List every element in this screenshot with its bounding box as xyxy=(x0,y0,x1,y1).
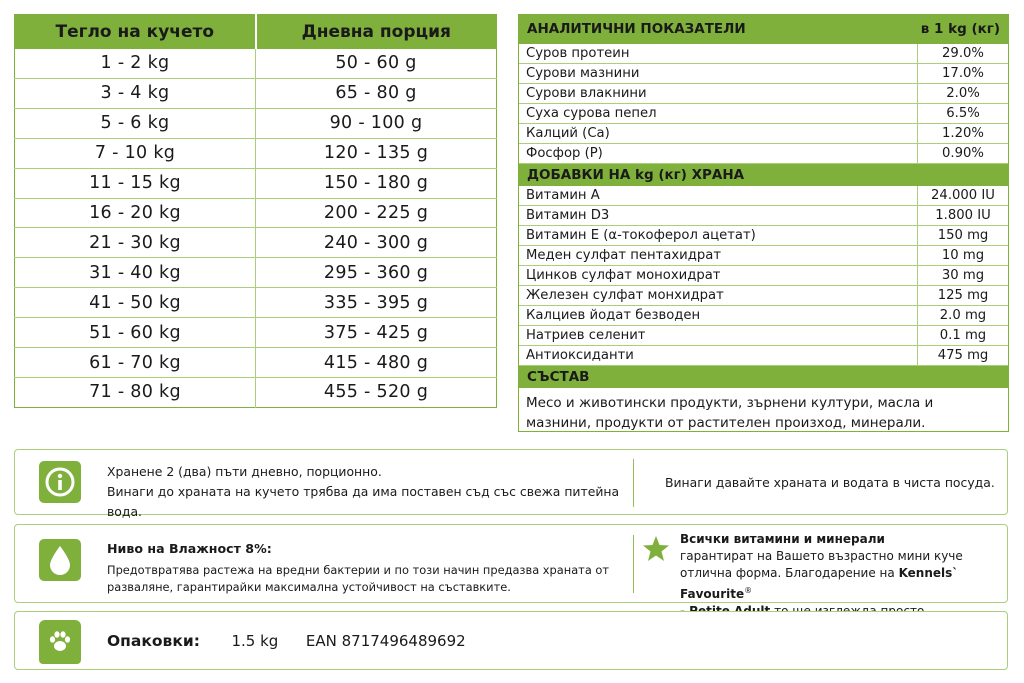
daily-portion-cell: 65 - 80 g xyxy=(256,78,497,108)
registered-mark: ® xyxy=(744,586,753,595)
additive-row xyxy=(519,266,1008,286)
analytics-rows xyxy=(519,44,1008,164)
moisture-text: Предотвратява растежа на вредни бактерии и по този начин предазва храната от разваляне, гарантирайки максимална устойчивост на съставките. xyxy=(107,563,610,594)
additives-header xyxy=(519,164,1008,186)
dog-weight-cell: 11 - 15 kg xyxy=(15,168,256,198)
feeding-row xyxy=(15,228,497,258)
additive-row-name: Железен сулфат монхидрат xyxy=(519,286,918,305)
additive-row-name: Витамин A xyxy=(519,186,918,205)
ean-code: EAN 8717496489692 xyxy=(305,632,466,650)
dog-weight-cell: 71 - 80 kg xyxy=(15,377,256,407)
feeding-info-box xyxy=(14,449,1008,519)
analytic-row-value: 29.0% xyxy=(942,46,984,61)
dog-weight-cell: 51 - 60 kg xyxy=(15,318,256,348)
feeding-line-1: Хранене 2 (два) пъти дневно, порционно. xyxy=(107,464,382,479)
additive-row xyxy=(519,246,1008,266)
packaging-box xyxy=(14,611,1008,670)
vitamins-line-2 xyxy=(680,565,1000,603)
additive-row-value: 2.0 mg xyxy=(939,308,987,323)
info-icon xyxy=(39,461,81,503)
additive-row-name: Витамин D3 xyxy=(519,206,918,225)
packaging-label: Опаковки: xyxy=(107,632,200,650)
vitamins-line-1: гарантират на Вашето възрастно мини куче xyxy=(680,549,963,563)
feeding-row xyxy=(15,258,497,288)
analytic-row-value: 0.90% xyxy=(942,146,984,161)
packaging-size: 1.5 kg xyxy=(231,632,279,650)
daily-portion-cell: 200 - 225 g xyxy=(256,198,497,228)
additive-row-value: 0.1 mg xyxy=(939,328,987,343)
dog-food-bag-icon xyxy=(39,620,81,664)
dog-weight-cell: 5 - 6 kg xyxy=(15,108,256,138)
additive-row-value: 475 mg xyxy=(937,348,989,363)
divider xyxy=(633,459,634,507)
additive-row-value: 24.000 IU xyxy=(931,188,995,203)
daily-portion-cell: 50 - 60 g xyxy=(256,49,497,79)
daily-portion-cell: 90 - 100 g xyxy=(256,108,497,138)
feeding-row xyxy=(15,108,497,138)
dog-weight-cell: 61 - 70 kg xyxy=(15,348,256,378)
dog-weight-cell: 3 - 4 kg xyxy=(15,78,256,108)
header-weight: Тегло на кучето xyxy=(15,15,256,49)
analytic-row-value: 6.5% xyxy=(946,106,980,121)
analytic-row-name: Сурови влакнини xyxy=(519,84,918,103)
water-drop-icon xyxy=(39,539,81,581)
daily-portion-cell: 120 - 135 g xyxy=(256,138,497,168)
feeding-body xyxy=(15,49,497,408)
daily-portion-cell: 240 - 300 g xyxy=(256,228,497,258)
analytic-row xyxy=(519,64,1008,84)
vitamins-title: Всички витамини и минерали xyxy=(680,532,885,546)
additive-row-name: Витамин E (α-токоферол ацетат) xyxy=(519,226,918,245)
analytics-table xyxy=(518,14,1009,432)
daily-portion-cell: 375 - 425 g xyxy=(256,318,497,348)
feeding-row xyxy=(15,138,497,168)
additive-row-value: 150 mg xyxy=(937,228,989,243)
dog-weight-cell: 16 - 20 kg xyxy=(15,198,256,228)
clean-dish-note: Винаги давайте храната и водата в чиста посуда. xyxy=(665,475,995,490)
composition-text: Месо и животински продукти, зърнени култури, масла и мазнини, продукти от растителен произход, минерали. xyxy=(526,395,934,431)
analytic-row-value: 2.0% xyxy=(946,86,980,101)
feeding-row xyxy=(15,49,497,79)
feeding-header-row xyxy=(15,15,497,49)
header-portion: Дневна порция xyxy=(256,15,497,49)
dog-weight-cell: 21 - 30 kg xyxy=(15,228,256,258)
additive-row xyxy=(519,186,1008,206)
additive-row-value: 1.800 IU xyxy=(935,208,991,223)
feeding-row xyxy=(15,288,497,318)
feeding-line-2: Винаги до храната на кучето трябва да има поставен съд със свежа питейна вода. xyxy=(107,484,620,519)
additive-row-name: Антиоксиданти xyxy=(519,346,918,365)
analytic-row-value: 1.20% xyxy=(942,126,984,141)
daily-portion-cell: 415 - 480 g xyxy=(256,348,497,378)
analytic-row-name: Суха сурова пепел xyxy=(519,104,918,123)
analytic-row-name: Сурови мазнини xyxy=(519,64,918,83)
analytic-row-name: Суров протеин xyxy=(519,44,918,63)
star-icon xyxy=(642,535,670,567)
feeding-row xyxy=(15,377,497,407)
analytics-title: АНАЛИТИЧНИ ПОКАЗАТЕЛИ xyxy=(527,21,746,37)
brand-name: Kennels` Favourite xyxy=(680,566,959,601)
additives-rows xyxy=(519,186,1008,366)
dog-weight-cell: 41 - 50 kg xyxy=(15,288,256,318)
additive-row-name: Калциев йодат безводен xyxy=(519,306,918,325)
feeding-table xyxy=(14,14,497,408)
analytic-row-name: Калций (Ca) xyxy=(519,124,918,143)
daily-portion-cell: 150 - 180 g xyxy=(256,168,497,198)
moisture-box xyxy=(14,524,1008,603)
additives-title: ДОБАВКИ НА kg (кг) ХРАНА xyxy=(527,166,745,183)
daily-portion-cell: 335 - 395 g xyxy=(256,288,497,318)
feeding-row xyxy=(15,78,497,108)
daily-portion-cell: 455 - 520 g xyxy=(323,382,429,403)
additive-row xyxy=(519,306,1008,326)
additive-row-name: Натриев селенит xyxy=(519,326,918,345)
composition-header xyxy=(519,366,1008,388)
daily-portion-cell: 295 - 360 g xyxy=(256,258,497,288)
analytic-row-name: Фосфор (P) xyxy=(519,144,918,163)
analytic-row xyxy=(519,104,1008,124)
feeding-row xyxy=(15,198,497,228)
dog-weight-cell: 31 - 40 kg xyxy=(15,258,256,288)
additive-row-value: 10 mg xyxy=(941,248,985,263)
additive-row-value: 125 mg xyxy=(937,288,989,303)
divider xyxy=(633,535,634,593)
additive-row-value: 30 mg xyxy=(941,268,985,283)
moisture-title: Ниво на Влажност 8%: xyxy=(107,541,272,556)
additive-row xyxy=(519,226,1008,246)
analytic-row xyxy=(519,84,1008,104)
composition-title: СЪСТАВ xyxy=(527,368,590,385)
feeding-row xyxy=(15,168,497,198)
additive-row xyxy=(519,286,1008,306)
dog-weight-cell: 7 - 10 kg xyxy=(15,138,256,168)
analytics-header xyxy=(519,15,1008,44)
additive-row xyxy=(519,346,1008,366)
analytic-row xyxy=(519,144,1008,164)
additive-row-name: Меден сулфат пентахидрат xyxy=(519,246,918,265)
analytic-row xyxy=(519,44,1008,64)
analytic-row xyxy=(519,124,1008,144)
additive-row xyxy=(519,326,1008,346)
analytics-unit: в 1 kg (кг) xyxy=(920,21,1000,37)
feeding-row xyxy=(15,348,497,378)
additive-row xyxy=(519,206,1008,226)
feeding-row xyxy=(15,318,497,348)
dog-weight-cell: 1 - 2 kg xyxy=(15,49,256,79)
analytic-row-value: 17.0% xyxy=(942,66,984,81)
vitamins-line-2-pre: отлична форма. Благодарение на xyxy=(680,566,899,580)
additive-row-name: Цинков сулфат монохидрат xyxy=(519,266,918,285)
